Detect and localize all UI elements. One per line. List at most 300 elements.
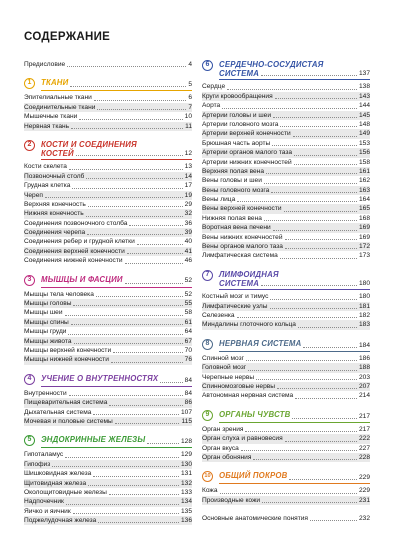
entry-title: Щитовидная железа <box>24 479 87 487</box>
chapter-section <box>202 410 370 463</box>
dot-leader <box>285 248 357 249</box>
chapter-heading[interactable] <box>202 60 370 78</box>
chapter-section <box>202 270 370 330</box>
chapter-page: 128 <box>180 438 192 446</box>
entry-title: Вены лица <box>202 196 236 204</box>
chapter-heading[interactable] <box>24 435 192 446</box>
entry-page: 132 <box>180 479 192 487</box>
toc-entry[interactable] <box>202 233 370 242</box>
chapter-number-badge: 8 <box>202 339 213 350</box>
entry-page: 4 <box>188 60 192 68</box>
chapter-section <box>202 60 370 261</box>
chapter-heading[interactable] <box>24 140 192 158</box>
chapter-title-line2: СИСТЕМА <box>219 69 260 79</box>
chapter-rule <box>219 79 370 80</box>
chapter-section <box>202 339 370 401</box>
entry-title: Надпочечник <box>24 498 64 506</box>
dot-leader <box>88 206 183 207</box>
entry-title: Мышцы верхней конечности <box>24 346 112 354</box>
entry-title: Нижняя конечность <box>24 210 84 218</box>
dot-leader <box>293 136 357 137</box>
entry-page: 229 <box>358 487 370 495</box>
toc-entry[interactable] <box>202 148 370 157</box>
toc-entry[interactable] <box>202 176 370 185</box>
dot-leader <box>70 86 186 87</box>
chapter-title-line2: СИСТЕМА <box>219 279 260 289</box>
dot-leader <box>67 66 186 67</box>
entry-page: 156 <box>358 149 370 157</box>
toc-entry-final[interactable] <box>202 514 370 523</box>
entry-title: Соединения черепа <box>24 229 86 237</box>
entry-page: 168 <box>358 214 370 222</box>
dot-leader <box>273 230 357 231</box>
entry-title: Мышечные ткани <box>24 113 78 121</box>
dot-leader <box>115 423 180 424</box>
entry-page: 29 <box>184 200 192 208</box>
entry-page: 129 <box>180 451 192 459</box>
entry-title: Нижняя полая вена <box>202 214 262 222</box>
entry-page: 67 <box>184 337 192 345</box>
toc-entry[interactable] <box>202 139 370 148</box>
entry-title: Орган обоняния <box>202 453 252 461</box>
dot-leader <box>111 362 183 363</box>
entry-page: 181 <box>358 302 370 310</box>
entry-page: 36 <box>184 219 192 227</box>
chapter-page: 5 <box>188 81 192 89</box>
entry-page: 32 <box>184 210 192 218</box>
entry-title: Орган зрения <box>202 425 244 433</box>
dot-leader <box>109 405 182 406</box>
dot-leader <box>295 398 357 399</box>
entry-title: Мочевая и половые системы <box>24 417 113 425</box>
chapter-number-badge: 5 <box>24 435 35 446</box>
toc-entry[interactable] <box>24 337 192 346</box>
chapter-title: ЭНДОКРИННЫЕ ЖЕЛЕЗЫ <box>41 435 146 445</box>
dot-leader <box>74 343 183 344</box>
entry-title: Мышцы тела человека <box>24 290 94 298</box>
entry-page: 214 <box>358 392 370 400</box>
dot-leader <box>69 395 183 396</box>
entry-title: Мышцы груди <box>24 328 67 336</box>
dot-leader <box>264 220 357 221</box>
dot-leader <box>248 370 357 371</box>
toc-entry[interactable] <box>24 469 192 478</box>
entry-title: Грудная клетка <box>24 182 71 190</box>
toc-entry[interactable] <box>202 82 370 91</box>
entry-page: 115 <box>181 417 192 425</box>
chapter-heading[interactable] <box>24 374 192 385</box>
chapter-title: ОБЩИЙ ПОКРОВ <box>219 471 288 481</box>
chapter-heading[interactable] <box>24 275 192 286</box>
chapter-heading[interactable] <box>202 270 370 288</box>
chapter-page: 52 <box>184 277 192 285</box>
chapter-entry-list <box>202 82 370 260</box>
entry-title: Верхняя полая вена <box>202 167 264 175</box>
toc-entry[interactable] <box>202 129 370 138</box>
entry-title: Артерии верхней конечности <box>202 130 291 138</box>
dot-leader <box>294 155 357 156</box>
entry-page: 165 <box>358 205 370 213</box>
toc-entry[interactable] <box>202 311 370 320</box>
entry-page: 183 <box>358 321 370 329</box>
toc-entry[interactable] <box>202 186 370 195</box>
dot-leader <box>69 169 183 170</box>
entry-title: Артерии нижних конечностей <box>202 158 292 166</box>
dot-leader <box>237 201 357 202</box>
toc-entry[interactable] <box>24 417 192 426</box>
toc-entry[interactable] <box>24 162 192 171</box>
dot-leader <box>275 98 357 99</box>
chapter-heading[interactable] <box>202 410 370 421</box>
dot-leader <box>86 178 182 179</box>
toc-entry[interactable] <box>202 92 370 101</box>
entry-page: 162 <box>358 177 370 185</box>
entry-page: 52 <box>184 290 192 298</box>
dot-leader <box>241 450 357 451</box>
dot-leader <box>98 522 179 523</box>
chapter-section <box>24 140 192 266</box>
dot-leader <box>262 502 357 503</box>
entry-page: 227 <box>358 444 370 452</box>
chapter-entry-list <box>202 486 370 505</box>
chapter-page: 229 <box>358 474 370 482</box>
entry-page: 6 <box>188 94 192 102</box>
chapter-title: УЧЕНИЕ О ВНУТРЕННОСТЯХ <box>41 373 159 383</box>
toc-entry[interactable] <box>24 191 192 200</box>
entry-title: Внутренности <box>24 389 67 397</box>
entry-title: Спинной мозг <box>202 354 245 362</box>
chapter-entry-list <box>202 425 370 463</box>
dot-leader <box>246 360 357 361</box>
entry-title: Аорта <box>202 102 221 110</box>
entry-title: Костный мозг и тимус <box>202 293 269 301</box>
toc-entry[interactable] <box>202 425 370 434</box>
dot-leader <box>109 494 179 495</box>
chapter-title-line1: СЕРДЕЧНО-СОСУДИСТАЯ <box>219 60 324 69</box>
dot-leader <box>277 388 357 389</box>
dot-leader <box>71 128 183 129</box>
toc-entry[interactable] <box>24 497 192 506</box>
toc-entry[interactable] <box>24 516 192 525</box>
entry-title: Мышцы живота <box>24 337 72 345</box>
dot-leader <box>280 258 357 259</box>
chapter-rule <box>219 289 370 290</box>
entry-title: Пищеварительная система <box>24 399 108 407</box>
entry-title: Артерии органов малого таза <box>202 149 293 157</box>
toc-entry[interactable] <box>24 93 192 102</box>
toc-entry[interactable] <box>24 346 192 355</box>
entry-title: Лимфатическая система <box>202 252 278 260</box>
toc-entry[interactable] <box>202 486 370 495</box>
entry-page: 7 <box>188 103 192 111</box>
toc-entry[interactable] <box>202 195 370 204</box>
toc-entry[interactable] <box>24 228 192 237</box>
chapter-number-badge: 4 <box>24 374 35 385</box>
dot-leader <box>96 296 183 297</box>
chapter-section <box>24 78 192 131</box>
entry-page: 148 <box>358 120 370 128</box>
toc-entry[interactable] <box>202 242 370 251</box>
dot-leader <box>88 485 179 486</box>
entry-page: 76 <box>184 356 192 364</box>
toc-entry[interactable] <box>202 101 370 110</box>
toc-entry[interactable] <box>202 167 370 176</box>
toc-entry[interactable] <box>24 450 192 459</box>
entry-page: 61 <box>184 318 192 326</box>
entry-page: 134 <box>180 498 192 506</box>
entry-page: 14 <box>184 172 192 180</box>
dot-leader <box>272 145 357 146</box>
entry-page: 145 <box>358 111 370 119</box>
dot-leader <box>253 459 357 460</box>
entry-page: 231 <box>358 496 370 504</box>
dot-leader <box>125 283 183 284</box>
chapter-entry-list <box>24 389 192 427</box>
toc-entry[interactable] <box>202 373 370 382</box>
toc-entry[interactable] <box>202 444 370 453</box>
toc-entry[interactable] <box>202 382 370 391</box>
entry-page: 55 <box>184 300 192 308</box>
toc-entry[interactable] <box>24 181 192 190</box>
toc-entry[interactable] <box>202 111 370 120</box>
chapter-entry-list <box>202 354 370 401</box>
dot-leader <box>97 109 186 110</box>
entry-page: 182 <box>358 312 370 319</box>
entry-title: Автономная нервная система <box>202 392 294 400</box>
entry-page: 41 <box>184 247 192 255</box>
dot-leader <box>227 89 357 90</box>
entry-page: 161 <box>358 167 370 175</box>
toc-entry[interactable] <box>202 214 370 223</box>
chapter-entry-list <box>24 93 192 131</box>
entry-title: Миндалины глоточного кольца <box>202 321 296 329</box>
chapter-rule <box>41 287 192 288</box>
chapter-page: 137 <box>358 70 370 78</box>
entry-page: 86 <box>184 399 192 407</box>
chapter-number-badge: 1 <box>24 78 35 89</box>
toc-entry[interactable] <box>24 507 192 516</box>
entry-page: 13 <box>184 163 192 171</box>
chapter-title: НЕРВНАЯ СИСТЕМА <box>219 338 302 348</box>
entry-title: Соединения нижней конечности <box>24 257 123 265</box>
chapter-heading[interactable] <box>24 78 192 89</box>
entry-title: Соединительные ткани <box>24 103 96 111</box>
entry-page: 163 <box>358 186 370 194</box>
entry-page: 207 <box>358 382 370 390</box>
entry-page: 217 <box>358 425 370 433</box>
chapter-rule <box>41 90 192 91</box>
dot-leader <box>292 418 357 419</box>
entry-page: 180 <box>358 293 370 301</box>
entry-page: 107 <box>180 408 192 416</box>
chapter-page: 12 <box>184 150 192 158</box>
dot-leader <box>285 441 357 442</box>
dot-leader <box>65 457 179 458</box>
chapter-title-line1: КОСТИ И СОЕДИНЕНИЯ <box>41 139 137 149</box>
chapter-number-badge: 6 <box>202 60 213 71</box>
toc-entry[interactable] <box>24 318 192 327</box>
dot-leader <box>113 352 183 353</box>
dot-leader <box>222 108 357 109</box>
toc-entry[interactable] <box>24 122 192 131</box>
entry-page: 188 <box>358 364 370 372</box>
chapter-number-badge: 7 <box>202 270 213 281</box>
entry-title: Соединения ребер и грудной клетки <box>24 238 135 246</box>
dot-leader <box>72 188 182 189</box>
entry-title: Череп <box>24 191 43 199</box>
entry-title: Околощитовидные железы <box>24 488 107 496</box>
dot-leader <box>129 225 182 226</box>
toc-entry[interactable] <box>202 302 370 311</box>
toc-entry[interactable] <box>24 408 192 417</box>
chapter-heading[interactable] <box>202 471 370 482</box>
toc-entry[interactable] <box>24 237 192 246</box>
entry-page: 64 <box>184 328 192 336</box>
dot-leader <box>261 75 357 76</box>
entry-title: Соединения верхней конечности <box>24 247 125 255</box>
toc-entry[interactable] <box>24 112 192 121</box>
entry-page: 136 <box>180 517 192 525</box>
toc-entry[interactable] <box>202 158 370 167</box>
toc-entry[interactable] <box>24 299 192 308</box>
toc-entry[interactable] <box>24 103 192 112</box>
entry-title: Лимфатические узлы <box>202 302 268 310</box>
entry-page: 158 <box>358 158 370 166</box>
entry-title: Кости скелета <box>24 163 67 171</box>
chapter-section <box>24 435 192 525</box>
toc-entry[interactable] <box>24 355 192 364</box>
toc-entry[interactable] <box>24 460 192 469</box>
entry-title: Вены органов малого таза <box>202 243 283 251</box>
entry-title: Шишковидная железа <box>24 470 92 478</box>
dot-leader <box>45 197 183 198</box>
dot-leader <box>79 119 182 120</box>
entry-page: 144 <box>358 102 370 110</box>
toc-entry[interactable] <box>24 247 192 256</box>
entry-title: Эпителиальные ткани <box>24 94 92 102</box>
toc-entry[interactable] <box>24 172 192 181</box>
entry-title: Вены головы и шеи <box>202 177 262 185</box>
chapter-title: МЫШЦЫ И ФАСЦИИ <box>41 274 123 284</box>
entry-title: Сердце <box>202 83 226 91</box>
toc-entry[interactable] <box>24 398 192 407</box>
chapter-title-line1: ЛИМФОИДНАЯ <box>219 269 279 279</box>
dot-leader <box>237 317 357 318</box>
entry-title: Поджелудочная железа <box>24 517 97 525</box>
toc-entry[interactable] <box>202 453 370 462</box>
toc-entry[interactable] <box>202 292 370 301</box>
chapter-section <box>24 374 192 427</box>
dot-leader <box>66 504 179 505</box>
chapter-page: 217 <box>358 412 370 420</box>
toc-entry[interactable] <box>24 308 192 317</box>
dot-leader <box>73 305 182 306</box>
toc-entry[interactable] <box>202 251 370 260</box>
entry-title: Позвоночный столб <box>24 172 85 180</box>
entry-page: 186 <box>358 354 370 362</box>
entry-title: Нервная ткань <box>24 122 70 130</box>
chapter-heading[interactable] <box>202 339 370 350</box>
dot-leader <box>284 211 357 212</box>
chapter-page: 184 <box>358 341 370 349</box>
entry-page: 39 <box>184 229 192 237</box>
toc-entry[interactable] <box>24 479 192 488</box>
toc-entry[interactable] <box>202 320 370 329</box>
dot-leader <box>71 324 183 325</box>
entry-page: 149 <box>358 130 370 138</box>
toc-entry[interactable] <box>202 496 370 505</box>
entry-title: Дыхательная система <box>24 408 92 416</box>
chapter-rule <box>41 159 192 160</box>
chapter-title: ОРГАНЫ ЧУВСТВ <box>219 409 291 419</box>
toc-entry[interactable] <box>24 290 192 299</box>
entry-page: 40 <box>184 238 192 246</box>
entry-page: 153 <box>358 139 370 147</box>
toc-entry-preface[interactable] <box>24 60 192 69</box>
dot-leader <box>285 239 357 240</box>
toc-entry[interactable] <box>24 256 192 265</box>
toc-entry[interactable] <box>202 204 370 213</box>
entry-title: Основные анатомические понятия <box>202 515 308 523</box>
entry-title: Головной мозг <box>202 364 247 372</box>
entry-title: Воротная вена печени <box>202 224 271 232</box>
entry-title: Мышцы головы <box>24 300 72 308</box>
entry-page: 130 <box>180 460 192 468</box>
entry-page: 70 <box>184 346 192 354</box>
toc-entry[interactable] <box>24 209 192 218</box>
toc-entry[interactable] <box>24 488 192 497</box>
dot-leader <box>270 308 357 309</box>
chapter-title: ТКАНИ <box>41 78 69 88</box>
entry-page: 228 <box>358 453 370 461</box>
toc-column-right <box>202 60 370 523</box>
entry-title: Орган вкуса <box>202 444 239 452</box>
entry-title: Яичко и яичник <box>24 507 71 515</box>
entry-page: 172 <box>358 243 370 251</box>
chapter-number-badge: 3 <box>24 275 35 286</box>
toc-entry[interactable] <box>202 120 370 129</box>
toc-entry[interactable] <box>24 200 192 209</box>
entry-title: Спинномозговые нервы <box>202 382 276 390</box>
toc-entry[interactable] <box>24 389 192 398</box>
entry-page: 19 <box>184 191 192 199</box>
dot-leader <box>68 334 182 335</box>
entry-page: 164 <box>358 196 370 204</box>
toc-entry[interactable] <box>202 363 370 372</box>
entry-page: 58 <box>184 309 192 317</box>
chapter-page: 180 <box>358 280 370 288</box>
entry-title: Соединения позвоночного столба <box>24 219 128 227</box>
entry-page: 17 <box>184 182 192 190</box>
toc-entry[interactable] <box>202 354 370 363</box>
entry-title: Селезенка <box>202 312 235 319</box>
page-title: СОДЕРЖАНИЕ <box>24 31 111 43</box>
toc-entry[interactable] <box>202 391 370 400</box>
entry-title: Артерии головы и шеи <box>202 111 271 119</box>
entry-title: Мышцы шеи <box>24 309 63 317</box>
toc-entry[interactable] <box>202 434 370 443</box>
entry-title: Вены нижних конечностей <box>202 233 283 241</box>
toc-entry[interactable] <box>24 327 192 336</box>
toc-entry[interactable] <box>24 219 192 228</box>
entry-title: Мышцы спины <box>24 318 69 326</box>
chapter-title-line2: КОСТЕЙ <box>41 149 74 159</box>
entry-title: Мышцы нижней конечности <box>24 356 109 364</box>
dot-leader <box>52 466 179 467</box>
entry-title: Вены верхней конечности <box>202 205 282 213</box>
toc-entry[interactable] <box>202 223 370 232</box>
dot-leader <box>86 216 183 217</box>
